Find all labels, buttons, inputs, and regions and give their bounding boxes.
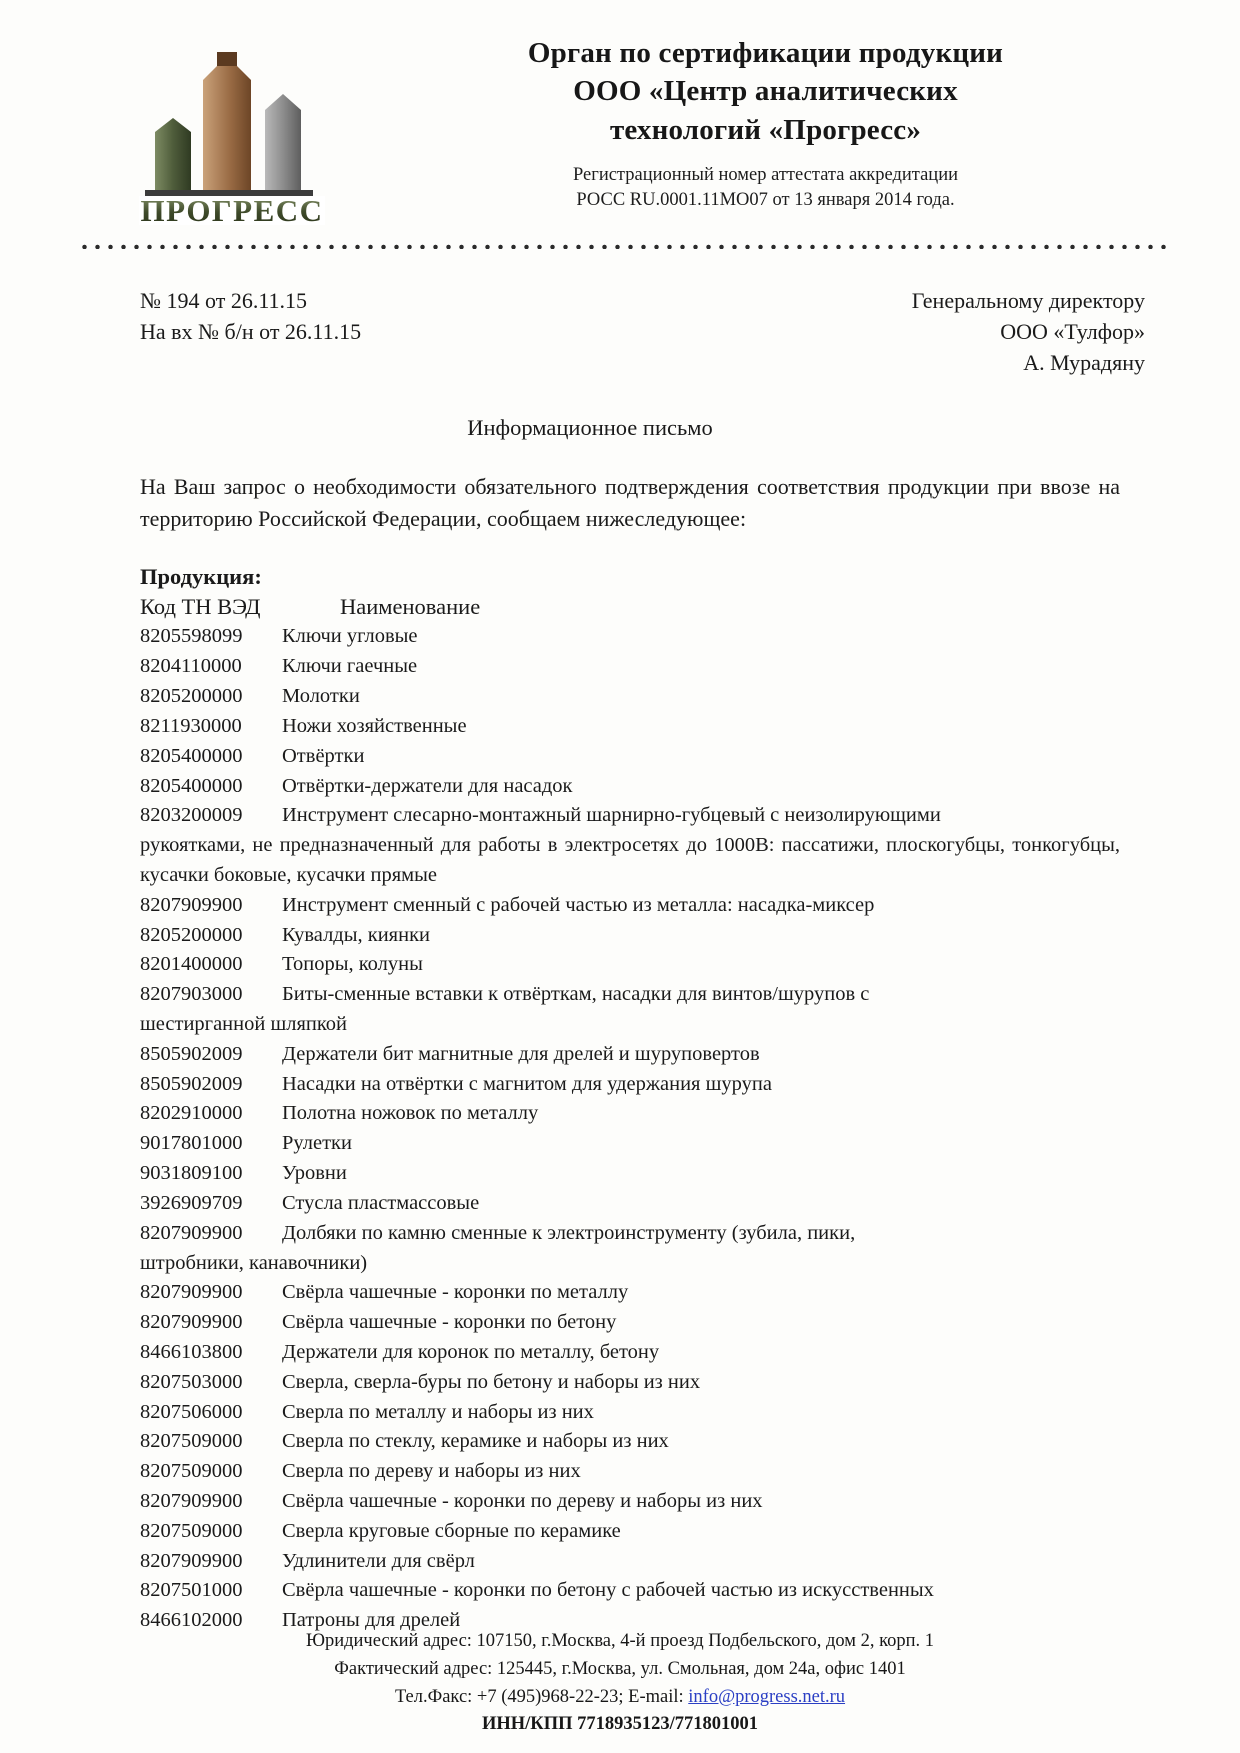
product-name: Рулетки (282, 1132, 352, 1155)
document-subject: Информационное письмо (467, 414, 713, 440)
product-code: 8505902009 (140, 1042, 243, 1065)
org-title-line3: технологий «Прогресс» (609, 113, 922, 146)
product-name-continuation: штробники, канавочники) (140, 1251, 368, 1274)
products-heading: Продукция: (140, 564, 262, 590)
product-name: Отвёртки-держатели для насадок (282, 774, 573, 797)
product-name-continuation: рукоятками, не предназначенный для работы в электросетях до 1000В: пассатижи, плоскогубцы, тонкогубцы, кусачки боковые, кусачки прямые (140, 834, 1120, 886)
actual-address: Фактический адрес: 125445, г.Москва, ул. Смольная, дом 24а, офис 1401 (334, 1658, 906, 1679)
product-row (140, 1159, 1120, 1189)
product-name: Свёрла чашечные - коронки по дереву и наборы из них (282, 1490, 763, 1513)
letter-numbers (140, 285, 361, 379)
column-header-name: Наименование (340, 594, 481, 620)
product-name: Свёрла чашечные - коронки по металлу (282, 1281, 629, 1304)
product-row (140, 1040, 1120, 1070)
product-row (140, 1219, 1120, 1249)
product-code: 8205598099 (140, 625, 243, 648)
letterhead (0, 0, 1240, 225)
product-row (140, 622, 1120, 652)
product-name: Молотки (282, 685, 360, 708)
product-name: Ключи угловые (282, 625, 418, 648)
product-name: Ножи хозяйственные (282, 714, 467, 737)
product-row (140, 772, 1120, 802)
product-code: 8207909900 (140, 893, 243, 916)
product-row (140, 1338, 1120, 1368)
product-name: Держатели бит магнитные для дрелей и шуруповертов (282, 1042, 760, 1065)
product-row (140, 682, 1120, 712)
product-row (140, 1189, 1120, 1219)
org-title (361, 34, 1170, 149)
product-row (140, 1576, 1120, 1606)
product-name: Сверла по дереву и наборы из них (282, 1460, 581, 1483)
accreditation-info (361, 163, 1170, 213)
product-code: 8505902009 (140, 1072, 243, 1095)
product-code: 8207909900 (140, 1490, 243, 1513)
addressee-company: ООО «Тулфор» (1000, 319, 1145, 345)
product-name: Сверла, сверла-буры по бетону и наборы из них (282, 1370, 701, 1393)
product-row (140, 1427, 1120, 1457)
accreditation-line1: Регистрационный номер аттестата аккредитации (572, 164, 959, 185)
product-name: Сверла по металлу и наборы из них (282, 1400, 594, 1423)
product-name: Полотна ножовок по металлу (282, 1102, 539, 1125)
product-row (140, 1398, 1120, 1428)
product-name: Топоры, колуны (282, 953, 423, 976)
product-name: Свёрла чашечные - коронки по бетону с рабочей частью из искусственных (282, 1579, 934, 1602)
accreditation-line2: РОСС RU.0001.11МО07 от 13 января 2014 года. (576, 189, 955, 210)
product-name: Удлинители для свёрл (282, 1549, 475, 1572)
product-row (140, 1278, 1120, 1308)
addressee-position: Генеральному директору (911, 288, 1145, 313)
product-code: 8207509000 (140, 1430, 243, 1453)
org-title-line2: ООО «Центр аналитических (573, 75, 958, 108)
product-code: 9017801000 (140, 1132, 243, 1155)
product-row (140, 801, 1120, 831)
product-row (140, 1487, 1120, 1517)
product-code: 8205200000 (140, 923, 243, 946)
product-code: 8205400000 (140, 774, 243, 797)
product-code: 8207903000 (140, 983, 243, 1006)
product-name: Инструмент слесарно-монтажный шарнирно-губцевый с неизолирующими (282, 804, 941, 827)
product-row (140, 1070, 1120, 1100)
product-code: 9031809100 (140, 1162, 243, 1185)
email-link[interactable]: info@progress.net.ru (688, 1686, 846, 1707)
products-column-headers (140, 594, 1240, 620)
product-name: Патроны для дрелей (282, 1609, 461, 1632)
letter-meta (0, 249, 1240, 379)
products-list (140, 622, 1120, 1636)
product-code: 8207509000 (140, 1519, 243, 1542)
inn-kpp: ИНН/КПП 7718935123/771801001 (481, 1714, 759, 1735)
product-code: 8204110000 (140, 655, 242, 678)
column-header-code: Код ТН ВЭД (140, 594, 261, 620)
product-name: Держатели для коронок по металлу, бетону (282, 1340, 660, 1363)
product-code: 8207506000 (140, 1400, 243, 1423)
letterhead-text (355, 34, 1170, 213)
product-code: 8202910000 (140, 1102, 243, 1125)
product-row (140, 712, 1120, 742)
addressee (912, 285, 1145, 379)
product-name: Стусла пластмассовые (282, 1191, 480, 1214)
product-code: 8207909900 (140, 1311, 243, 1334)
product-name: Свёрла чашечные - коронки по бетону (282, 1311, 617, 1334)
product-code: 8207503000 (140, 1370, 243, 1393)
product-code: 8201400000 (140, 953, 243, 976)
product-code: 8207909900 (140, 1281, 243, 1304)
product-name: Отвёртки (282, 744, 365, 767)
contacts (0, 1684, 1240, 1712)
product-row (140, 1129, 1120, 1159)
product-name: Кувалды, киянки (282, 923, 431, 946)
product-row (140, 1547, 1120, 1577)
product-name: Ключи гаечные (282, 655, 418, 678)
product-name: Насадки на отвёртки с магнитом для удержания шурупа (282, 1072, 772, 1095)
incoming-number: На вх № б/н от 26.11.15 (140, 319, 362, 345)
product-row (140, 891, 1120, 921)
intro-paragraph: На Ваш запрос о необходимости обязательного подтверждения соответствия продукции при ввозе на территорию Российской Федерации, сообщаем нижеследующее: (140, 473, 1120, 531)
product-code: 8207509000 (140, 1460, 243, 1483)
product-row (140, 980, 1120, 1010)
product-code: 8205400000 (140, 744, 243, 767)
header-divider (78, 239, 1170, 249)
product-row (140, 742, 1120, 772)
product-row (140, 921, 1120, 951)
product-code: 8205200000 (140, 685, 243, 708)
product-code: 8203200009 (140, 804, 243, 827)
phone-fax: Тел.Факс: +7 (495)968-22-23; E-mail: (394, 1686, 689, 1707)
org-title-line1: Орган по сертификации продукции (527, 37, 1004, 69)
product-name: Биты-сменные вставки к отвёрткам, насадки для винтов/шурупов с (282, 983, 870, 1006)
product-code: 8207909900 (140, 1221, 243, 1244)
product-row (140, 1457, 1120, 1487)
product-code: 8211930000 (140, 714, 242, 737)
product-code: 3926909709 (140, 1191, 243, 1214)
outgoing-number: № 194 от 26.11.15 (140, 288, 307, 313)
product-row (140, 950, 1120, 980)
product-code: 8207501000 (140, 1579, 243, 1602)
product-row (140, 1517, 1120, 1547)
product-row (140, 1368, 1120, 1398)
product-code: 8466103800 (140, 1340, 243, 1363)
product-name: Сверла по стеклу, керамике и наборы из них (282, 1430, 669, 1453)
addressee-person: А. Мурадяну (1023, 350, 1145, 376)
product-code: 8207909900 (140, 1549, 243, 1572)
product-row (140, 1099, 1120, 1129)
product-row (140, 1308, 1120, 1338)
product-code: 8466102000 (140, 1609, 243, 1632)
product-row (140, 652, 1120, 682)
footer (0, 1628, 1240, 1739)
legal-address: Юридический адрес: 107150, г.Москва, 4-й проезд Подбельского, дом 2, корп. 1 (305, 1631, 935, 1651)
product-name: Инструмент сменный с рабочей частью из металла: насадка-миксер (282, 893, 875, 916)
product-name: Уровни (282, 1162, 347, 1185)
product-name: Долбяки по камню сменные к электроинструменту (зубила, пики, (282, 1221, 856, 1244)
product-name: Сверла круговые сборные по керамике (282, 1519, 621, 1542)
company-logo (125, 34, 355, 225)
product-name-continuation: шестирганной шляпкой (140, 1013, 348, 1036)
svg-text:ПРОГРЕСС: ПРОГРЕСС (140, 193, 324, 225)
